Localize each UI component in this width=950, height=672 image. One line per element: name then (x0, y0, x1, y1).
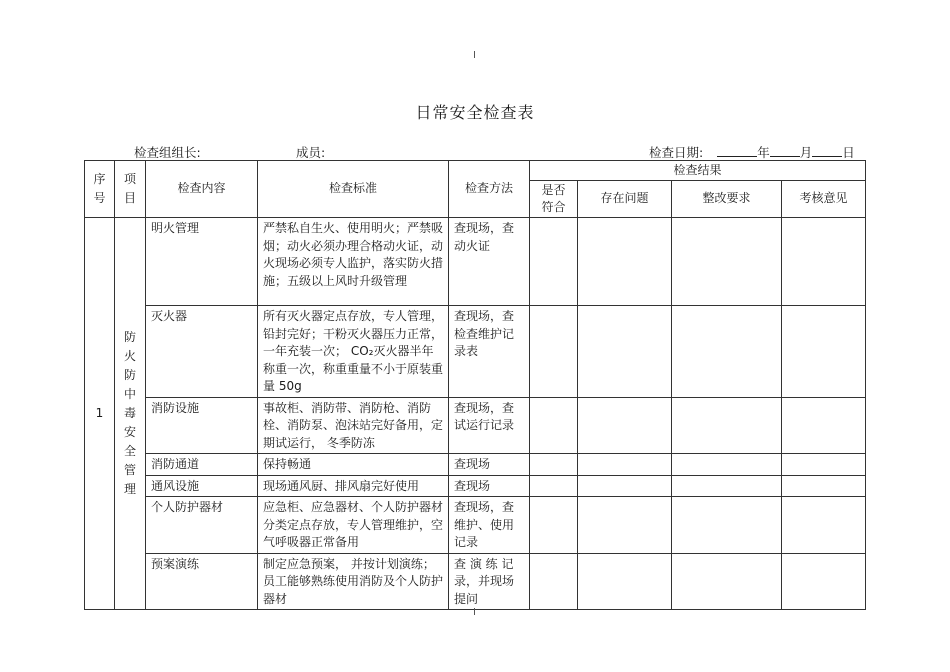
row-conform (530, 553, 578, 610)
row-standard: 事故柜、消防带、消防枪、消防栓、消防泵、泡沫站完好备用，定期试运行， 冬季防冻 (258, 397, 449, 454)
year-label: 年 (757, 145, 770, 160)
row-opinion (782, 397, 866, 454)
row-issue (578, 306, 672, 398)
table-row (85, 454, 866, 476)
header-conform: 是否 符合 (530, 181, 578, 218)
month-label: 月 (799, 145, 813, 160)
row-issue (578, 553, 672, 610)
table-row (85, 397, 866, 454)
row-method: 查现场，查试运行记录 (449, 397, 530, 454)
row-opinion (782, 497, 866, 554)
members-label: 成员: (296, 145, 326, 160)
row-opinion (782, 306, 866, 398)
row-content: 通风设施 (146, 475, 258, 497)
table-row (85, 553, 866, 610)
row-opinion (782, 553, 866, 610)
table-row (85, 475, 866, 497)
row-method: 查现场 (449, 454, 530, 476)
row-issue (578, 475, 672, 497)
header-result: 检查结果 (530, 161, 866, 181)
row-standard: 保持畅通 (258, 454, 449, 476)
row-rectify (672, 306, 782, 398)
month-blank (770, 145, 800, 157)
row-rectify (672, 497, 782, 554)
row-content: 消防设施 (146, 397, 258, 454)
day-label: 日 (842, 145, 855, 160)
row-content: 预案演练 (146, 553, 258, 610)
header-item: 项 目 (115, 161, 146, 218)
row-rectify (672, 397, 782, 454)
row-issue (578, 454, 672, 476)
group-item: 防 火 防 中 毒 安 全 管 理 (115, 218, 146, 610)
header-no: 序 号 (85, 161, 115, 218)
row-rectify (672, 553, 782, 610)
table-row (85, 497, 866, 554)
row-conform (530, 475, 578, 497)
row-rectify (672, 218, 782, 306)
row-conform (530, 306, 578, 398)
row-method: 查现场，查检查维护记录表 (449, 306, 530, 398)
header-standard: 检查标准 (258, 161, 449, 218)
row-conform (530, 497, 578, 554)
row-conform (530, 454, 578, 476)
row-standard: 所有灭火器定点存放，专人管理，铅封完好；干粉灭火器压力正常，一年充装一次； CO₂灭火器半年称重一次，称重重量不小于原装重量 50g (258, 306, 449, 398)
inspection-table (84, 160, 866, 610)
date-field (649, 143, 855, 161)
year-blank (717, 145, 757, 157)
date-label: 检查日期: (649, 145, 704, 160)
row-opinion (782, 454, 866, 476)
row-conform (530, 397, 578, 454)
header-content: 检查内容 (146, 161, 258, 218)
row-content: 灭火器 (146, 306, 258, 398)
row-rectify (672, 475, 782, 497)
row-standard: 制定应急预案， 并按计划演练；员工能够熟练使用消防及个人防护器材 (258, 553, 449, 610)
page-top-mark (474, 51, 475, 58)
row-opinion (782, 475, 866, 497)
page-bottom-mark (474, 608, 475, 615)
row-method: 查现场，查维护、使用记录 (449, 497, 530, 554)
row-issue (578, 218, 672, 306)
row-content: 消防通道 (146, 454, 258, 476)
row-method: 查 演 练 记 录，并现场提问 (449, 553, 530, 610)
row-standard: 严禁私自生火、使用明火；严禁吸烟；动火必须办理合格动火证，动火现场必须专人监护，落实防火措施；五级以上风时升级管理 (258, 218, 449, 306)
row-method: 查现场，查动火证 (449, 218, 530, 306)
row-issue (578, 497, 672, 554)
header-rectify: 整改要求 (672, 181, 782, 218)
row-standard: 现场通风厨、排风扇完好使用 (258, 475, 449, 497)
row-opinion (782, 218, 866, 306)
header-issue: 存在问题 (578, 181, 672, 218)
row-conform (530, 218, 578, 306)
row-issue (578, 397, 672, 454)
row-method: 查现场 (449, 475, 530, 497)
table-row (85, 306, 866, 398)
day-blank (812, 145, 842, 157)
table-row (85, 218, 866, 306)
row-content: 明火管理 (146, 218, 258, 306)
leader-label: 检查组组长: (134, 145, 201, 160)
page-title: 日常安全检查表 (415, 103, 535, 122)
row-standard: 应急柜、应急器材、个人防护器材分类定点存放，专人管理维护，空气呼吸器正常备用 (258, 497, 449, 554)
header-method: 检查方法 (449, 161, 530, 218)
row-content: 个人防护器材 (146, 497, 258, 554)
header-opinion: 考核意见 (782, 181, 866, 218)
row-rectify (672, 454, 782, 476)
group-no: 1 (85, 218, 115, 610)
